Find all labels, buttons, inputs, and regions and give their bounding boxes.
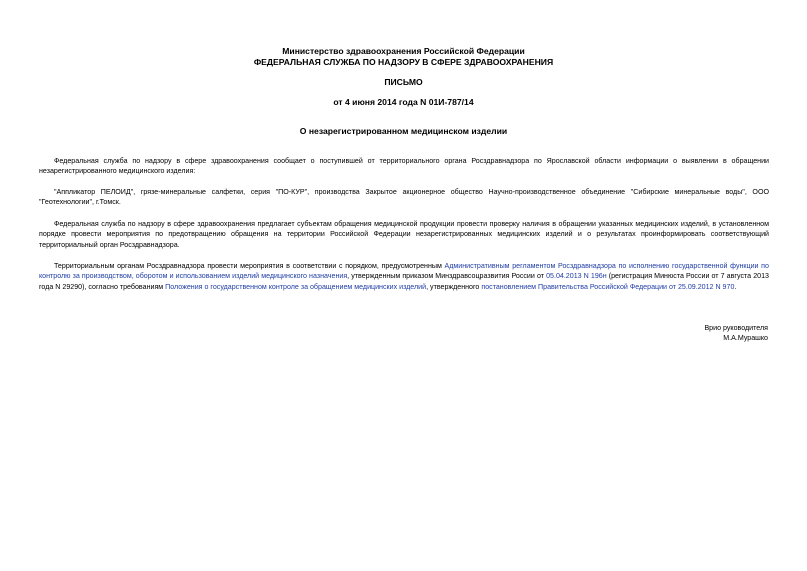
regulation-link[interactable]: Административным регламентом Росздравнадзора по исполнению государственной функции по контролю за производством, оборотом и использованием изделий медицинского назначения [39,262,769,281]
paragraph-proposal: Федеральная служба по надзору в сфере здравоохранения предлагает субъектам обращения медицинской продукции провести проверку наличия в обращении указанных медицинских изделий, в установленном порядке провести мероприятия по предотвращению обращения на территории Российской Федерации незарегистрированных медицинских изделий и о результатах проинформировать соответствующий территориальный орган Росздравнадзора. [39,220,769,249]
ministry-title: Министерство здравоохранения Российской Федерации [282,46,525,56]
document-type: ПИСЬМО [384,77,423,87]
resolution-link[interactable]: постановлением Правительства Российской Федерации от 25.09.2012 N 970 [481,282,735,291]
provision-link[interactable]: Положения о государственном контроле за обращением медицинских изделий [165,282,427,291]
service-title: ФЕДЕРАЛЬНАЯ СЛУЖБА ПО НАДЗОРУ В СФЕРЕ ЗДРАВООХРАНЕНИЯ [253,57,554,67]
instructions-text-5: . [734,282,737,291]
order-link[interactable]: 05.04.2013 N 196н [546,272,607,281]
document-subject: О незарегистрированном медицинском изделии [299,126,508,136]
instructions-text-1: Территориальным органам Росздравнадзора провести мероприятия в соответствии с порядком, предусмотренным [54,262,445,270]
paragraph-info: Федеральная служба по надзору в сфере здравоохранения сообщает о поступившей от территориального органа Росздравнадзора по Ярославской области информации о выявлении в обращении незарегистрированного медицинского изделия: [39,157,769,176]
instructions-text-3: (регистрация Минюста России от 7 августа 2013 года N 29290), согласно требованиям [39,272,769,291]
signature-position: Врио руководителя [704,324,768,332]
instructions-text-4: , утвержденного [426,282,482,291]
document-date-number: от 4 июня 2014 года N 01И-787/14 [333,97,474,107]
signature-name: М.А.Мурашко [723,334,768,342]
paragraph-instructions [39,261,769,292]
instructions-text-2: , утвержденным приказом Минздравсоцразвития России от [347,272,547,281]
paragraph-product: "Аппликатор ПЕЛОИД", грязе-минеральные салфетки, серия "ПО-КУР", производства Закрытое акционерное общество Научно-производственное объединение "Сибирские минеральные воды", ООО "Геотехнологии", г.Томск. [39,188,769,207]
